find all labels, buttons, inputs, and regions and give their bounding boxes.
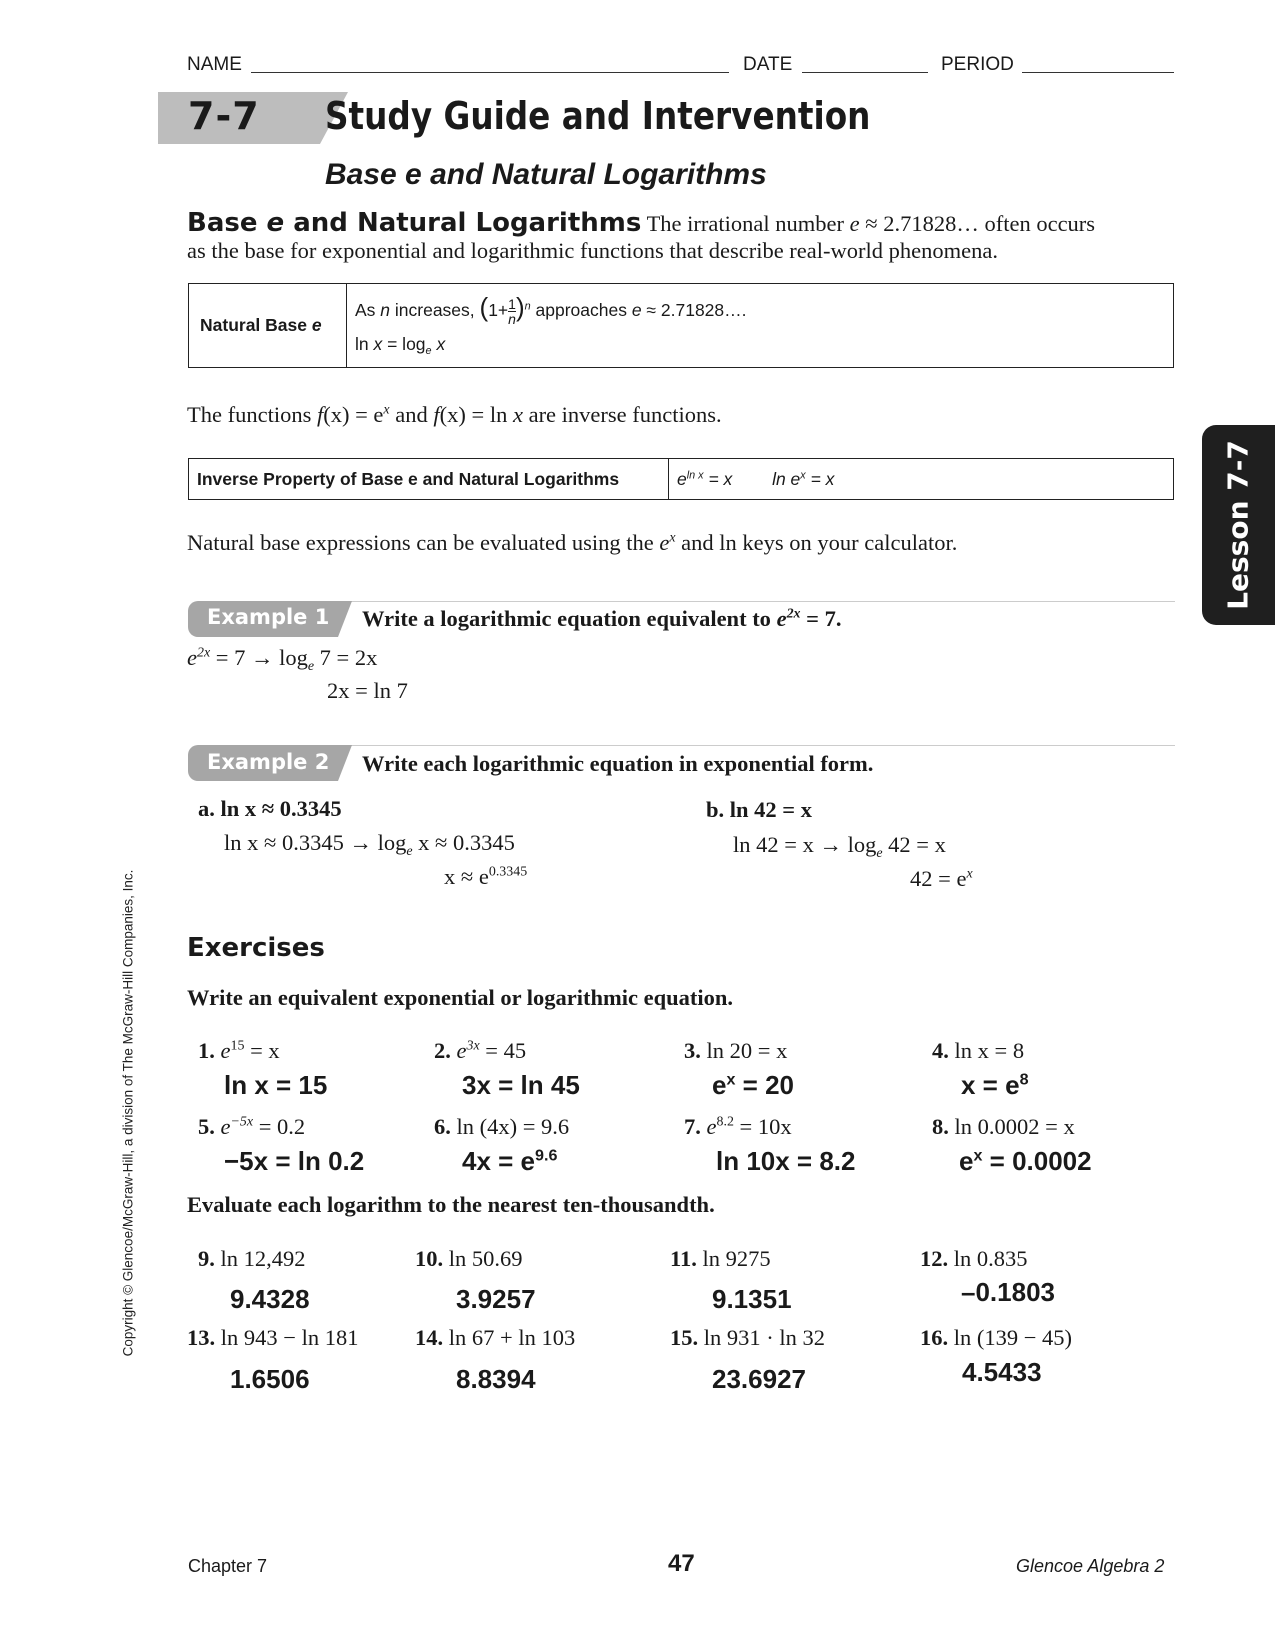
natural-base-label: Natural Base e [189, 284, 347, 368]
copyright-notice: Copyright © Glencoe/McGraw-Hill, a division of The McGraw-Hill Companies, Inc. [120, 869, 136, 1357]
exercises-heading: Exercises [187, 933, 325, 963]
exercise-15: 15. ln 931 · ln 32 [670, 1325, 825, 1350]
period-label: PERIOD [941, 54, 1014, 75]
period-line [1022, 72, 1174, 73]
lesson-side-tab-label: Lesson 7-7 [1221, 440, 1255, 610]
inverse-functions-text: The functions $f(x) = e^x$ and f(x) = ln x are inverse functions. [187, 402, 722, 427]
answer-1: ln x = 15 [224, 1070, 328, 1100]
answer-7: ln 10x = 8.2 [716, 1146, 856, 1176]
example1-rule [345, 601, 1175, 602]
page-subtitle: Base e and Natural Logarithms [325, 158, 767, 191]
example2-tab-label: Example 2 [207, 750, 330, 774]
name-line [251, 72, 729, 73]
footer-book-title: Glencoe Algebra 2 [1016, 1556, 1165, 1576]
answer-3: $e^x = 20$ [712, 1070, 794, 1100]
example2-prompt: Write each logarithmic equation in exponential form. [362, 751, 874, 776]
calculator-text: Natural base expressions can be evaluated using the $e^x$ and ln keys on your calculator. [187, 530, 958, 555]
answer-2: 3x = ln 45 [462, 1070, 580, 1100]
exercise-8: 8. ln 0.0002 = x [932, 1114, 1075, 1139]
exercise-7: 7. $e^{8.2} = 10x$ [684, 1114, 792, 1139]
exercise-2: 2. $e^{3x} = 45$ [434, 1038, 527, 1063]
example2-b-equation: b. ln 42 = x [706, 797, 812, 822]
exercise-14: 14. ln 67 + ln 103 [415, 1325, 576, 1350]
example2-a-equation: a. ln x ≈ 0.3345 [198, 796, 342, 821]
exercises-instruction-1: Write an equivalent exponential or logarithmic equation. [187, 985, 734, 1010]
inverse-property-box [188, 458, 1174, 500]
answer-16: 4.5433 [962, 1357, 1042, 1387]
exercise-5: 5. $e^{-5x} = 0.2$ [198, 1114, 306, 1139]
page-title: Study Guide and Intervention [325, 94, 871, 138]
intro-paragraph-line2: as the base for exponential and logarithmic functions that describe real-world phenomena. [187, 238, 998, 263]
answer-9: 9.4328 [230, 1284, 310, 1314]
exercise-6: 6. ln (4x) = 9.6 [434, 1114, 570, 1139]
example2-b-step2: $42 = e^x$ [910, 866, 973, 891]
answer-15: 23.6927 [712, 1364, 806, 1394]
answer-11: 9.1351 [712, 1284, 792, 1314]
footer-chapter: Chapter 7 [188, 1556, 268, 1576]
exercises-instruction-2: Evaluate each logarithm to the nearest ten-thousandth. [187, 1192, 715, 1217]
answer-8: $e^x = 0.0002$ [959, 1146, 1092, 1176]
page-number: 47 [668, 1550, 695, 1577]
answer-6: $4x = e^{9.6}$ [462, 1146, 558, 1176]
example1-tab-label: Example 1 [207, 605, 330, 629]
exercise-4: 4. ln x = 8 [932, 1038, 1025, 1063]
natural-base-box [188, 283, 1174, 368]
example2-b-step1: $\ln 42 = x \to \log_e 42 = x$ [733, 832, 946, 861]
inverse-property-label: Inverse Property of Base e and Natural Logarithms [189, 459, 669, 500]
exercise-1: 1. $e^{15} = x$ [198, 1038, 280, 1063]
date-label: DATE [743, 54, 793, 75]
date-line [802, 72, 928, 73]
answer-10: 3.9257 [456, 1284, 536, 1314]
intro-paragraph: Base e and Natural Logarithms The irrational number e ≈ 2.71828… often occurs [187, 208, 1096, 238]
exercise-16: 16. ln (139 − 45) [920, 1325, 1073, 1350]
name-label: NAME [187, 54, 242, 75]
answer-4: $x = e^8$ [961, 1070, 1029, 1100]
exercise-3: 3. ln 20 = x [684, 1038, 788, 1063]
example1-step2: 2x = ln 7 [327, 678, 408, 703]
example1-step1: $e^{2x} = 7 \to \log_e 7 = 2x$ [187, 645, 378, 674]
example1-prompt: Write a logarithmic equation equivalent to $e^{2x} = 7$. [362, 606, 842, 631]
exercise-10: 10. ln 50.69 [415, 1246, 523, 1271]
inverse-property-formulas: $e^{ln x} = x$ $\ln e^x = x$ [669, 459, 1174, 500]
section-heading: Base e and Natural Logarithms [187, 208, 642, 238]
exercise-13: 13. ln 943 − ln 181 [187, 1325, 359, 1350]
exercise-9: 9. ln 12,492 [198, 1246, 306, 1271]
example2-a-step2: $x \approx e^{0.3345}$ [444, 864, 528, 889]
natural-base-definition: As n increases, (1+ $\frac{1}{n}$ )$^n$ approaches e ≈ 2.71828…. $\ln x = \log_e x$ [347, 284, 1174, 368]
lesson-number: 7-7 [188, 94, 260, 138]
answer-5: −5x = ln 0.2 [224, 1146, 365, 1176]
exercise-12: 12. ln 0.835 [920, 1246, 1028, 1271]
answer-12: –0.1803 [961, 1277, 1055, 1307]
example2-rule [345, 745, 1175, 746]
exercise-11: 11. ln 9275 [670, 1246, 771, 1271]
example2-a-step1: $\ln x \approx 0.3345 \to \log_e x \approx 0.3345$ [224, 830, 515, 859]
answer-13: 1.6506 [230, 1364, 310, 1394]
answer-14: 8.8394 [456, 1364, 536, 1394]
